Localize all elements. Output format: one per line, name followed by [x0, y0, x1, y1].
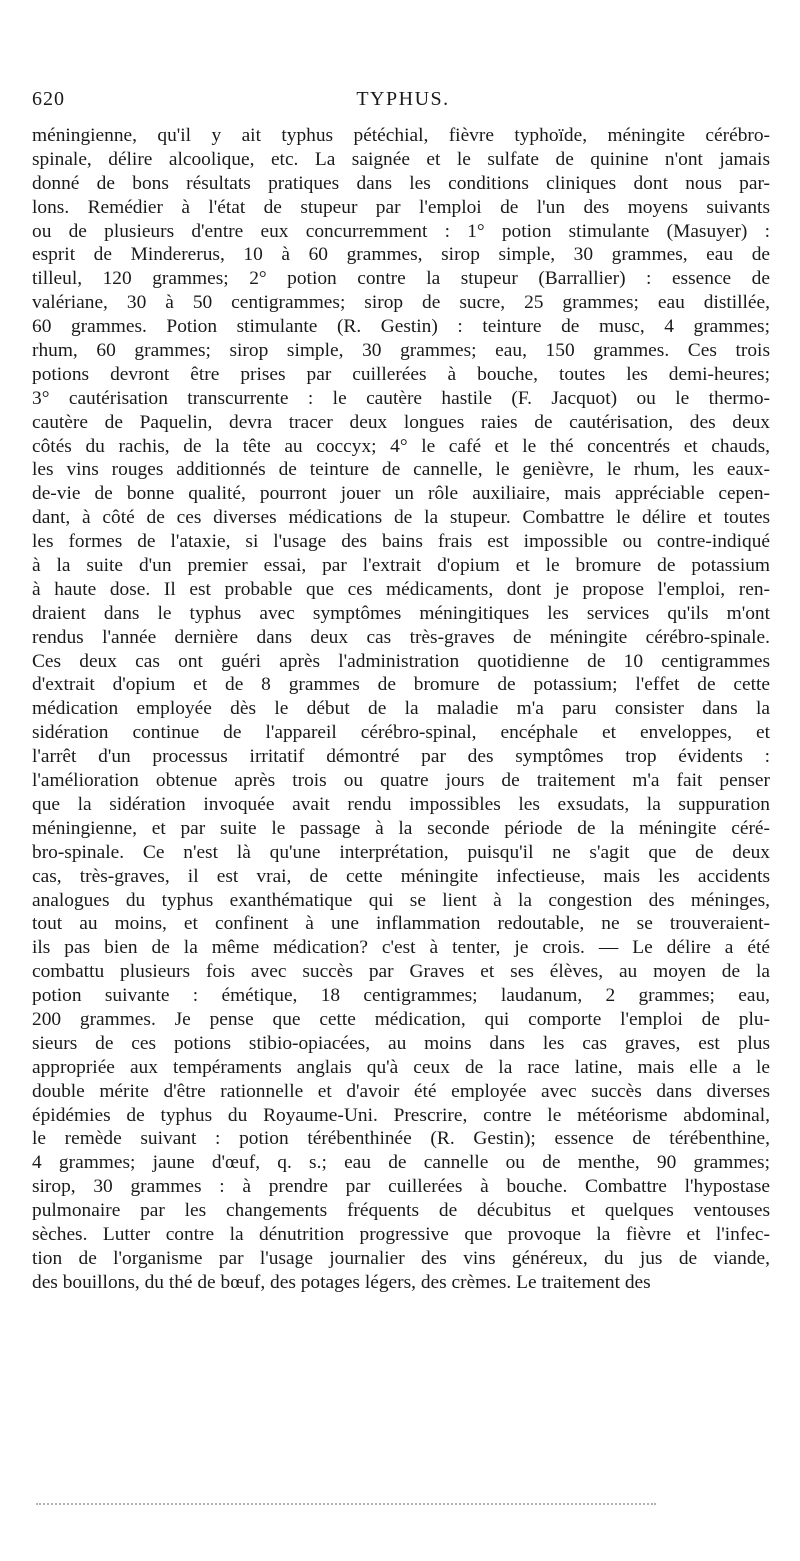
text-line: sirop, 30 grammes : à prendre par cuillerées à bouche. Combattre l'hypostase [32, 1176, 770, 1198]
text-line: d'extrait d'opium et de 8 grammes de bromure de potassium; l'effet de cette [32, 674, 770, 696]
text-line: sieurs de ces potions stibio-opiacées, au moins dans les cas graves, est plus [32, 1032, 770, 1054]
text-line: bro-spinale. Ce n'est là qu'une interprétation, puisqu'il ne s'agit que de deux [32, 841, 770, 863]
text-line: dant, à côté de ces diverses médications de la stupeur. Combattre le délire et toutes [32, 507, 770, 529]
page-header [32, 88, 774, 118]
text-line: l'arrêt d'un processus irritatif démontré par des symptômes trop évidents : [32, 746, 770, 768]
running-title: TYPHUS. [356, 88, 450, 110]
text-line: potions devront être prises par cuillerées à bouche, toutes les demi-heures; [32, 363, 770, 385]
text-line: draient dans le typhus avec symptômes méningitiques les services qu'ils m'ont [32, 602, 770, 624]
text-line: potion suivante : émétique, 18 centigrammes; laudanum, 2 grammes; eau, [32, 985, 770, 1007]
text-line: cautère de Paquelin, devra tracer deux longues raies de cautérisation, des deux [32, 411, 770, 433]
text-line: cas, très-graves, il est vrai, de cette méningite infectieuse, mais les accidents [32, 865, 770, 887]
text-line: 200 grammes. Je pense que cette médication, qui comporte l'emploi de plu- [32, 1008, 770, 1030]
text-line: analogues du typhus exanthématique qui se lient à la congestion des méninges, [32, 889, 770, 911]
text-line: médication employée dès le début de la maladie m'a paru consister dans la [32, 698, 770, 720]
text-line: des bouillons, du thé de bœuf, des potages légers, des crèmes. Le traitement des [32, 1271, 651, 1293]
text-line: appropriée aux tempéraments anglais qu'à ceux de la race latine, mais elle a le [32, 1056, 770, 1078]
text-line: tout au moins, et confinent à une inflammation redoutable, ne se trouveraient- [32, 913, 770, 935]
text-line: côtés du rachis, de la tête au coccyx; 4° le café et le thé concentrés et chauds, [32, 435, 770, 457]
text-line: méningienne, et par suite le passage à la seconde période de la méningite céré- [32, 817, 770, 839]
text-line: lons. Remédier à l'état de stupeur par l'emploi de l'un des moyens suivants [32, 196, 770, 218]
text-line: tilleul, 120 grammes; 2° potion contre la stupeur (Barrallier) : essence de [32, 268, 770, 290]
text-line: à haute dose. Il est probable que ces médicaments, dont je propose l'emploi, ren- [32, 578, 770, 600]
text-line: 4 grammes; jaune d'œuf, q. s.; eau de cannelle ou de menthe, 90 grammes; [32, 1152, 770, 1174]
page-number: 620 [32, 88, 65, 110]
text-line: les formes de l'ataxie, si l'usage des bains frais est impossible ou contre-indiqué [32, 531, 770, 553]
footer-rule [36, 1503, 656, 1505]
text-line: épidémies de typhus du Royaume-Uni. Prescrire, contre le météorisme abdominal, [32, 1104, 770, 1126]
text-line: à la suite d'un premier essai, par l'extrait d'opium et le bromure de potassium [32, 555, 770, 577]
text-line: spinale, délire alcoolique, etc. La saignée et le sulfate de quinine n'ont jamais [32, 148, 770, 170]
text-line: 60 grammes. Potion stimulante (R. Gestin) : teinture de musc, 4 grammes; [32, 316, 770, 338]
text-line: valériane, 30 à 50 centigrammes; sirop de sucre, 25 grammes; eau distillée, [32, 292, 770, 314]
text-line: ils pas bien de la même médication? c'est à tenter, je crois. — Le délire a été [32, 937, 770, 959]
text-line: esprit de Mindererus, 10 à 60 grammes, sirop simple, 30 grammes, eau de [32, 244, 770, 266]
text-line: rendus l'année dernière dans deux cas très-graves de méningite cérébro-spinale. [32, 626, 770, 648]
text-line: 3° cautérisation transcurrente : le cautère hastile (F. Jacquot) ou le thermo- [32, 387, 770, 409]
text-line: méningienne, qu'il y ait typhus pétéchial, fièvre typhoïde, méningite cérébro- [32, 125, 770, 146]
text-line: le remède suivant : potion térébenthinée (R. Gestin); essence de térébenthine, [32, 1128, 770, 1150]
text-line: sèches. Lutter contre la dénutrition progressive que provoque la fièvre et l'infec- [32, 1223, 770, 1245]
text-line: Ces deux cas ont guéri après l'administration quotidienne de 10 centigrammes [32, 650, 770, 672]
text-line: ou de plusieurs d'entre eux concurremment : 1° potion stimulante (Masuyer) : [32, 220, 770, 242]
text-line: sidération continue de l'appareil cérébro-spinal, encéphale et enveloppes, et [32, 722, 770, 744]
text-line: que la sidération invoquée avait rendu impossibles les exsudats, la suppuration [32, 793, 770, 815]
text-line: de-vie de bonne qualité, pourront jouer un rôle auxiliaire, mais appréciable cepen- [32, 483, 770, 505]
text-line: rhum, 60 grammes; sirop simple, 30 grammes; eau, 150 grammes. Ces trois [32, 340, 770, 362]
text-line: l'amélioration obtenue après trois ou quatre jours de traitement m'a fait penser [32, 770, 770, 792]
text-line: double mérite d'être rationnelle et d'avoir été employée avec succès dans diverses [32, 1080, 770, 1102]
text-line: tion de l'organisme par l'usage journalier des vins généreux, du jus de viande, [32, 1247, 770, 1269]
text-line: donné de bons résultats pratiques dans les conditions cliniques dont nous par- [32, 172, 770, 194]
text-line: combattu plusieurs fois avec succès par Graves et ses élèves, au moyen de la [32, 961, 770, 983]
text-line: les vins rouges additionnés de teinture de cannelle, le genièvre, le rhum, les eaux- [32, 459, 770, 481]
body-text [32, 124, 770, 1295]
text-line: pulmonaire par les changements fréquents de décubitus et quelques ventouses [32, 1200, 770, 1222]
